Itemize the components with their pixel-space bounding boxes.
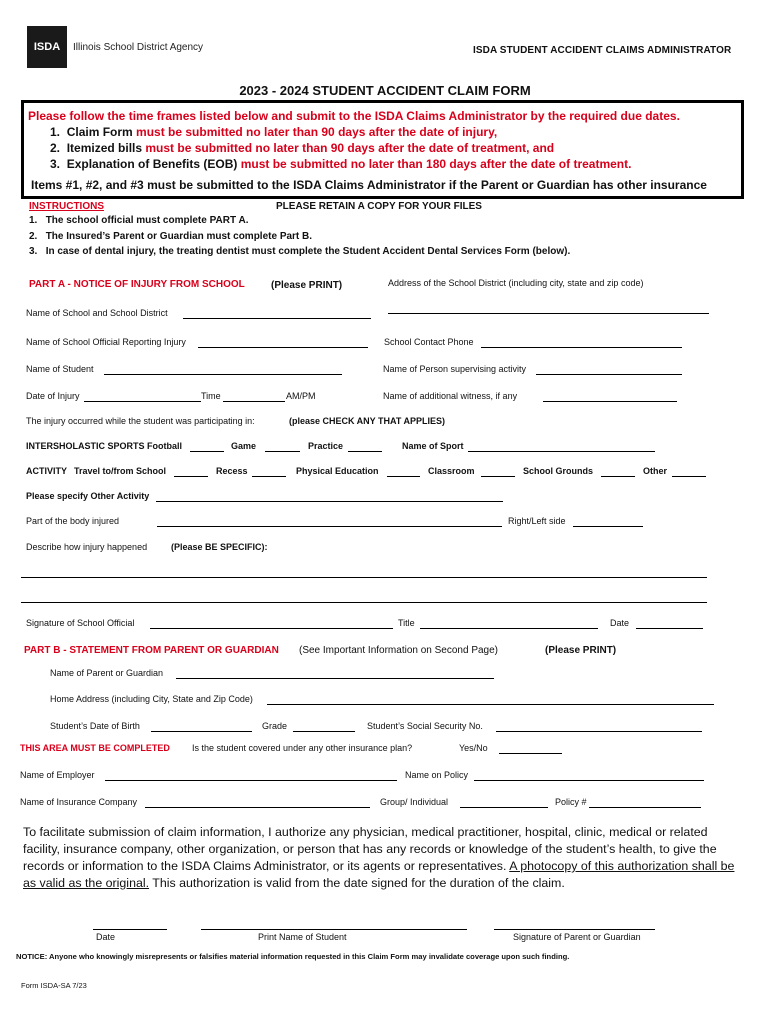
part-a-heading: PART A - NOTICE OF INJURY FROM SCHOOL <box>29 279 245 290</box>
official-title-field[interactable] <box>420 628 598 629</box>
specify-other-label: Please specify Other Activity <box>26 491 150 501</box>
instructions-heading: INSTRUCTIONS <box>29 201 104 212</box>
official-reporting-label: Name of School Official Reporting Injury <box>26 337 186 347</box>
parent-name-field[interactable] <box>176 678 494 679</box>
policy-number-label: Policy # <box>555 797 587 807</box>
part-b-heading: PART B - STATEMENT FROM PARENT OR GUARDIAN <box>24 645 279 656</box>
specify-other-field[interactable] <box>156 501 503 502</box>
student-name-field[interactable] <box>104 374 342 375</box>
instruction-item-2 <box>29 231 312 242</box>
authorization-statement <box>23 824 745 892</box>
notice-item-num: 2. <box>50 141 61 155</box>
group-field[interactable] <box>460 807 548 808</box>
insurance-company-label: Name of Insurance Company <box>20 797 138 807</box>
signature-official-field[interactable] <box>150 628 393 629</box>
right-left-field[interactable] <box>573 526 643 527</box>
part-b-see-info: (See Important Information on Second Page) <box>299 645 499 656</box>
notice-footer: Items #1, #2, and #3 must be submitted to the ISDA Claims Administrator if the Parent or Guardian has other insurance <box>31 178 707 192</box>
policy-number-field[interactable] <box>589 807 701 808</box>
insurance-company-field[interactable] <box>145 807 370 808</box>
ssn-field[interactable] <box>496 731 702 732</box>
student-name-label: Name of Student <box>26 364 94 374</box>
travel-label: Travel to/from School <box>74 466 167 476</box>
instruction-text: The Insured’s Parent or Guardian must complete Part B. <box>45 231 313 242</box>
district-address-field[interactable] <box>388 313 709 314</box>
print-name-field[interactable] <box>201 929 467 930</box>
ampm-label: AM/PM <box>286 391 316 401</box>
home-address-field[interactable] <box>267 704 714 705</box>
employer-label: Name of Employer <box>20 770 95 780</box>
witness-label: Name of additional witness, if any <box>383 391 518 401</box>
must-complete-note: THIS AREA MUST BE COMPLETED <box>20 743 170 753</box>
official-reporting-field[interactable] <box>198 347 368 348</box>
time-field[interactable] <box>223 401 285 402</box>
name-of-sport-label: Name of Sport <box>402 441 464 451</box>
instruction-num: 3. <box>29 246 38 257</box>
supervisor-field[interactable] <box>536 374 682 375</box>
yes-no-label: Yes/No <box>459 743 488 753</box>
body-part-label: Part of the body injured <box>26 516 120 526</box>
grade-field[interactable] <box>293 731 355 732</box>
notice-item-num: 1. <box>50 125 61 139</box>
grounds-checkbox[interactable] <box>601 476 635 477</box>
instruction-num: 1. <box>29 215 38 226</box>
part-b-print-note: (Please PRINT) <box>545 645 617 656</box>
witness-field[interactable] <box>543 401 677 402</box>
date-of-injury-field[interactable] <box>84 401 201 402</box>
classroom-checkbox[interactable] <box>481 476 515 477</box>
contact-phone-label: School Contact Phone <box>384 337 474 347</box>
district-address-label: Address of the School District (including city, state and zip code) <box>388 278 644 288</box>
description-field-line-2[interactable] <box>21 602 707 603</box>
dob-label: Student’s Date of Birth <box>50 721 140 731</box>
football-label: Football <box>147 441 182 451</box>
grade-label: Grade <box>262 721 288 731</box>
name-of-sport-field[interactable] <box>468 451 655 452</box>
parent-signature-label: Signature of Parent or Guardian <box>513 932 641 942</box>
covered-question: Is the student covered under any other insurance plan? <box>192 743 413 753</box>
describe-label: Describe how injury happened <box>26 542 148 552</box>
supervisor-label: Name of Person supervising activity <box>383 364 527 374</box>
notice-item-3 <box>50 157 631 171</box>
notice-item-num: 3. <box>50 157 61 171</box>
sports-label: INTERSHOLASTIC SPORTS <box>26 441 145 451</box>
print-name-label: Print Name of Student <box>258 932 347 942</box>
logo-text: ISDA <box>33 41 61 53</box>
instruction-num: 2. <box>29 231 38 242</box>
other-label: Other <box>643 466 668 476</box>
game-label: Game <box>231 441 257 451</box>
classroom-label: Classroom <box>428 466 475 476</box>
notice-item-label: Explanation of Benefits (EOB) <box>66 157 238 171</box>
practice-label: Practice <box>308 441 344 451</box>
notice-item-2 <box>50 141 554 155</box>
notice-intro: Please follow the time frames listed below and submit to the ISDA Claims Administrator by the required due dates. <box>28 109 680 123</box>
school-name-field[interactable] <box>183 318 371 319</box>
pe-label: Physical Education <box>296 466 379 476</box>
notice-item-rest: must be submitted no later than 90 days after the date of injury, <box>132 125 498 139</box>
time-label: Time <box>201 391 221 401</box>
official-date-label: Date <box>610 618 630 628</box>
instruction-item-1 <box>29 215 249 226</box>
recess-label: Recess <box>216 466 248 476</box>
instruction-text: In case of dental injury, the treating dentist must complete the Student Accident Dental Services Form (below). <box>45 246 571 257</box>
retain-copy-note: PLEASE RETAIN A COPY FOR YOUR FILES <box>276 201 482 212</box>
parent-name-label: Name of Parent or Guardian <box>50 668 164 678</box>
ssn-label: Student’s Social Security No. <box>367 721 483 731</box>
authorization-text: To facilitate submission of claim information, I authorize any physician, medical practitioner, hospital, clinic, medical or related facility, insurance company, other organization, or person that has any records or knowledge of the student’s health, to give the records or information to the ISDA Claims Administrator, or its agents or representatives. <box>23 825 717 873</box>
official-title-label: Title <box>398 618 415 628</box>
authorization-valid: This authorization is valid from the date signed for the duration of the claim. <box>149 876 565 890</box>
header-title: ISDA STUDENT ACCIDENT CLAIMS ADMINISTRATOR <box>473 45 732 56</box>
name-on-policy-field[interactable] <box>474 780 704 781</box>
notice-item-label: Itemized bills <box>66 141 143 155</box>
grounds-label: School Grounds <box>523 466 594 476</box>
signature-official-label: Signature of School Official <box>26 618 135 628</box>
instruction-text: The school official must complete PART A. <box>45 215 249 226</box>
recess-checkbox[interactable] <box>252 476 286 477</box>
parent-signature-field[interactable] <box>494 929 655 930</box>
sign-date-field[interactable] <box>93 929 167 930</box>
isda-logo <box>27 26 67 68</box>
agency-name: Illinois School District Agency <box>73 42 204 53</box>
date-of-injury-label: Date of Injury <box>26 391 80 401</box>
notice-item-1 <box>50 125 497 139</box>
description-field-line-1[interactable] <box>21 577 707 578</box>
body-part-field[interactable] <box>157 526 502 527</box>
notice-warning: NOTICE: Anyone who knowingly misrepresents or falsifies material information requested in this Claim Form may invalidate coverage upon such finding. <box>16 952 570 961</box>
notice-item-rest: must be submitted no later than 180 days after the date of treatment. <box>237 157 632 171</box>
practice-checkbox[interactable] <box>348 451 382 452</box>
notice-item-label: Claim Form <box>66 125 133 139</box>
game-checkbox[interactable] <box>265 451 300 452</box>
part-a-print-note: (Please PRINT) <box>271 280 343 291</box>
other-checkbox[interactable] <box>672 476 706 477</box>
form-title: 2023 - 2024 STUDENT ACCIDENT CLAIM FORM <box>239 83 531 98</box>
group-label: Group/ Individual <box>380 797 449 807</box>
be-specific-note: (Please BE SPECIFIC): <box>171 542 268 552</box>
home-address-label: Home Address (including City, State and Zip Code) <box>50 694 253 704</box>
school-name-label: Name of School and School District <box>26 308 168 318</box>
dob-field[interactable] <box>151 731 252 732</box>
authorization-photocopy: A photocopy of this authorization shall be as valid as the original. <box>23 859 735 890</box>
official-date-field[interactable] <box>636 628 703 629</box>
activity-label: ACTIVITY <box>26 466 68 476</box>
travel-checkbox[interactable] <box>174 476 208 477</box>
sign-date-label: Date <box>96 932 116 942</box>
right-left-label: Right/Left side <box>508 516 566 526</box>
football-checkbox[interactable] <box>190 451 224 452</box>
pe-checkbox[interactable] <box>387 476 420 477</box>
participating-label: The injury occurred while the student was participating in: <box>26 416 255 426</box>
form-number: Form ISDA-SA 7/23 <box>21 981 87 990</box>
employer-field[interactable] <box>105 780 397 781</box>
notice-item-rest: must be submitted no later than 90 days after the date of treatment, and <box>142 141 555 155</box>
check-any-note: (please CHECK ANY THAT APPLIES) <box>289 416 446 426</box>
instruction-item-3 <box>29 246 570 257</box>
yes-no-field[interactable] <box>499 753 562 754</box>
contact-phone-field[interactable] <box>481 347 682 348</box>
name-on-policy-label: Name on Policy <box>405 770 469 780</box>
